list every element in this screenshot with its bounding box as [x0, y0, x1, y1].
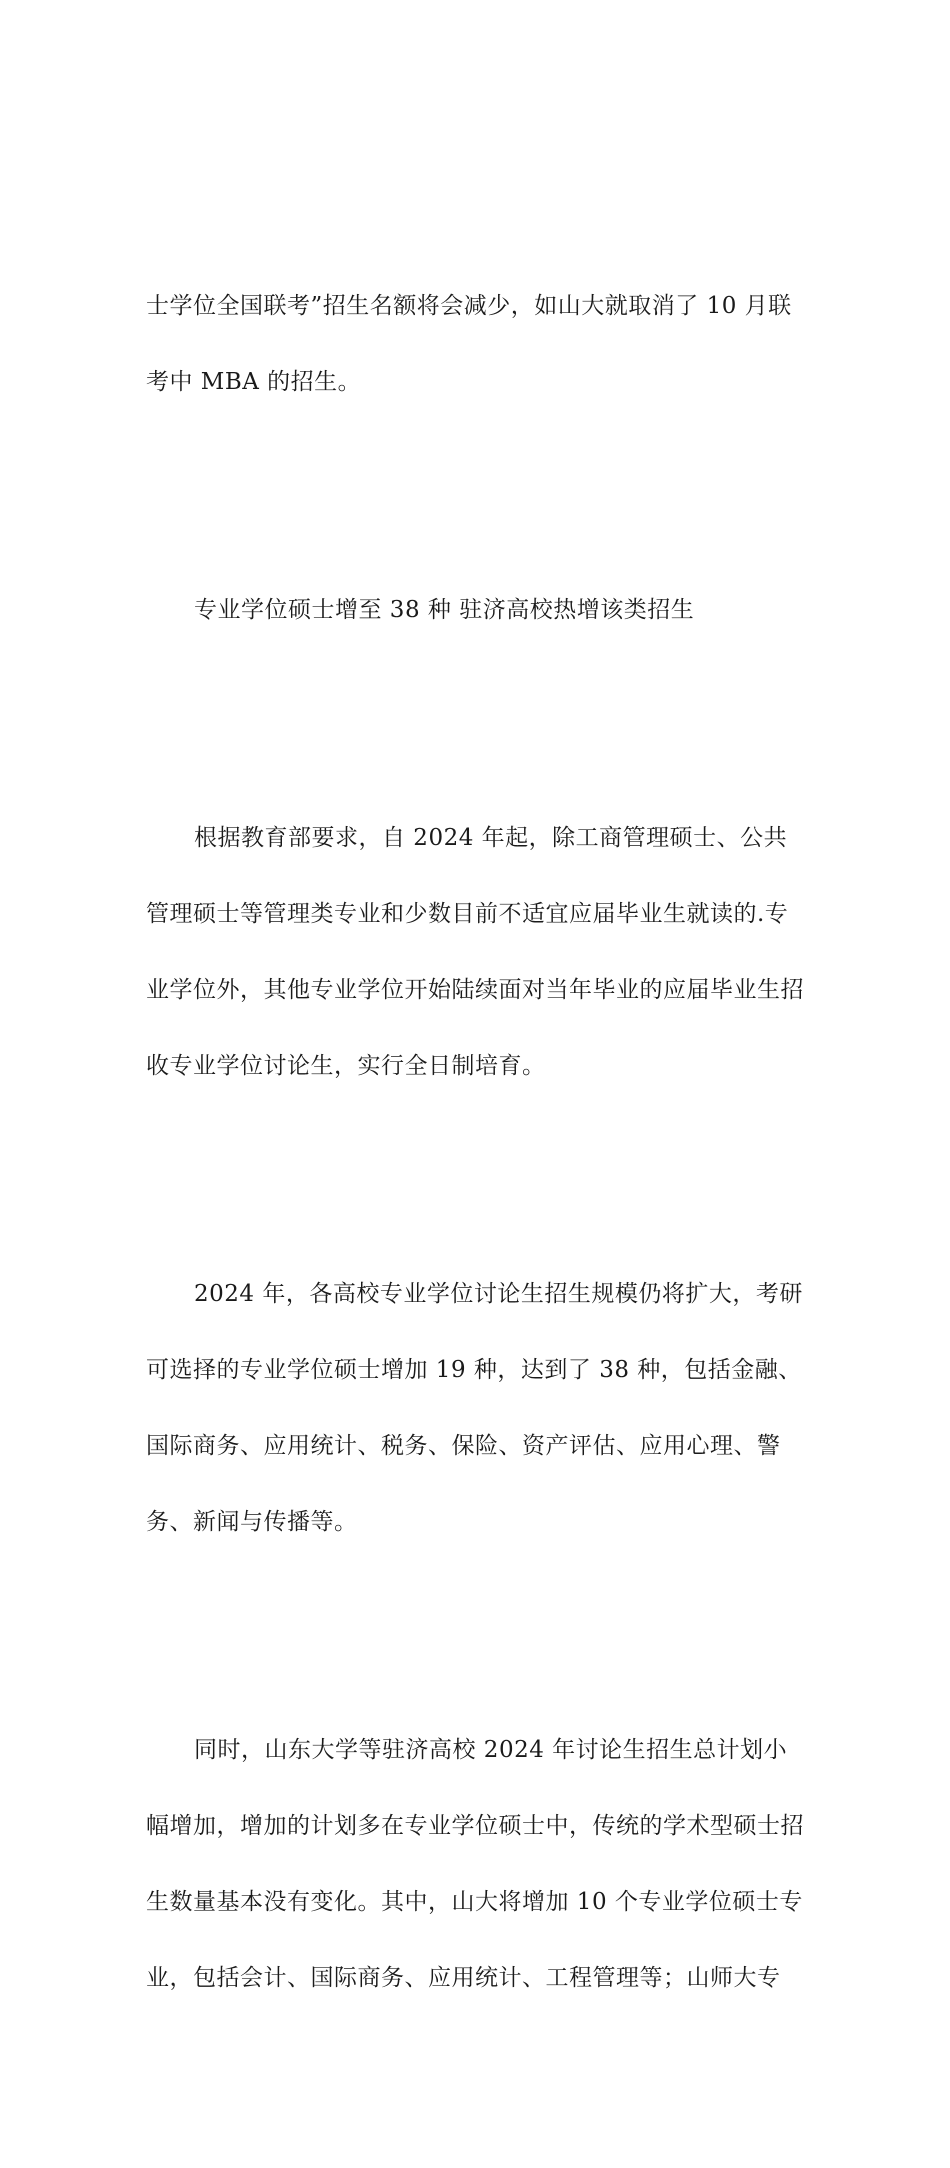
paragraph-jinan-universities: 同时，山东大学等驻济高校 2024 年讨论生招生总计划小幅增加，增加的计划多在专业学位硕士中，传统的学术型硕士招生数量基本没有变化。其中，山大将增加 10 个专业学位硕士专业，包括会计、国际商务、应用统计、工程管理等；山师大专 [146, 1737, 804, 1991]
paragraph-policy: 根据教育部要求，自 2024 年起，除工商管理硕士、公共管理硕士等管理类专业和少数目前不适宜应届毕业生就读的.专业学位外，其他专业学位开始陆续面对当年毕业的应届毕业生招收专业学位讨论生，实行全日制培育。 [146, 825, 804, 1079]
paragraph-2024-expansion: 2024 年，各高校专业学位讨论生招生规模仍将扩大，考研可选择的专业学位硕士增加 19 种，达到了 38 种，包括金融、国际商务、应用统计、税务、保险、资产评估、应用心理、警务、新闻与传播等。 [146, 1281, 803, 1535]
body-text [146, 116, 806, 2168]
paragraph-continuation: 士学位全国联考”招生名额将会减少，如山大就取消了 10 月联考中 MBA 的招生。 [146, 293, 792, 395]
section-heading: 专业学位硕士增至 38 种 驻济高校热增该类招生 [194, 597, 695, 623]
